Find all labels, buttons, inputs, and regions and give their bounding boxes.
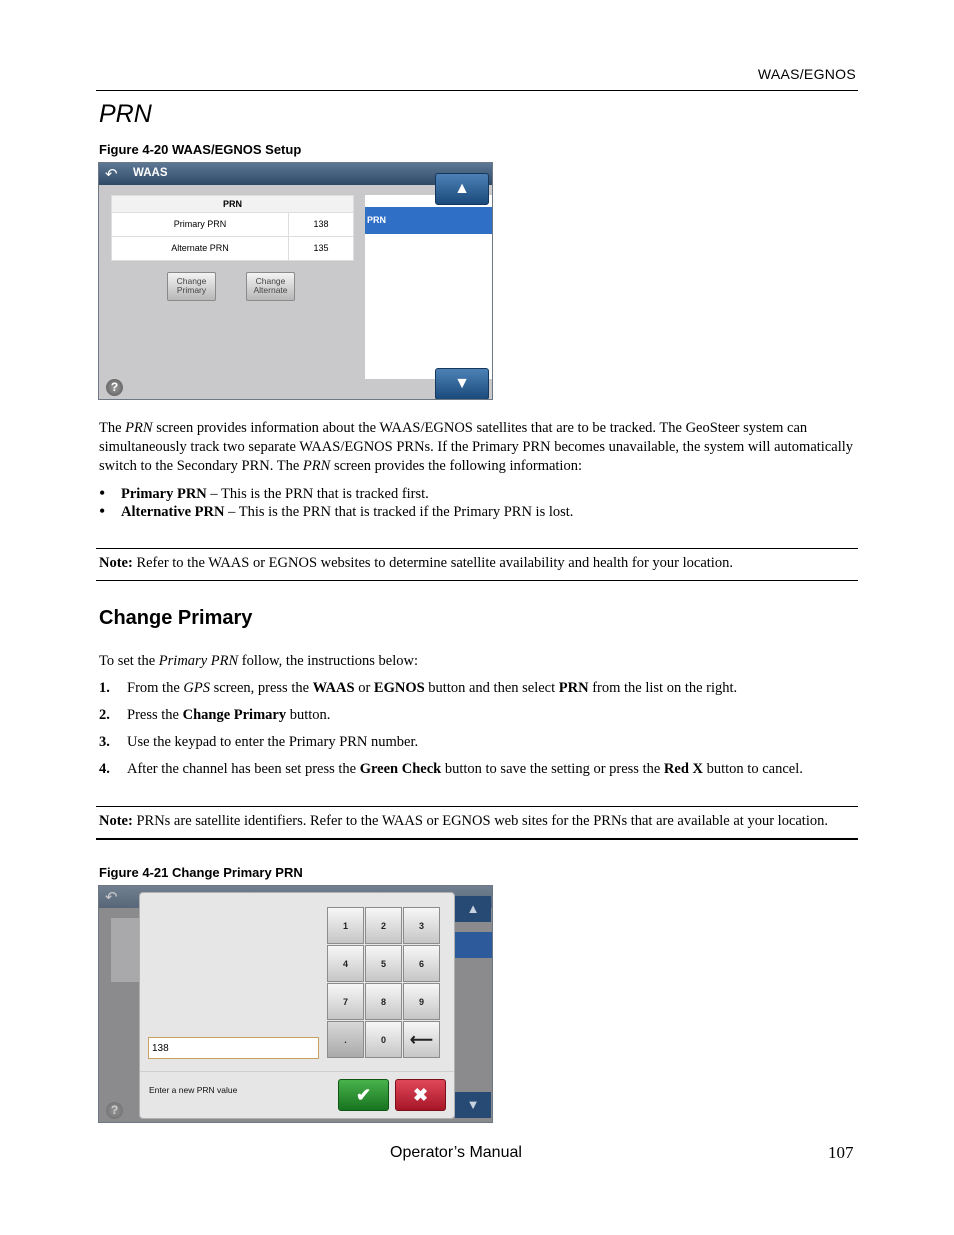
section-heading: Change Primary <box>99 607 253 629</box>
step-number: 1. <box>99 680 110 696</box>
list-item-prn[interactable]: PRN <box>365 207 492 234</box>
background-list-selection <box>455 932 492 958</box>
emphasis: PRN <box>125 420 153 436</box>
text-run: button and then select <box>424 680 559 696</box>
option-list <box>365 195 492 379</box>
step-number: 3. <box>99 734 110 750</box>
key-7[interactable]: 7 <box>327 983 364 1020</box>
waas-setup-screenshot <box>98 162 493 400</box>
emphasis: PRN <box>302 458 331 474</box>
checkmark-icon: ✔ <box>355 1085 372 1105</box>
table-row <box>112 212 353 236</box>
bold-term: Red X <box>663 761 703 777</box>
change-alternate-button[interactable] <box>246 272 295 301</box>
change-primary-button[interactable] <box>167 272 216 301</box>
bold-term: WAAS <box>312 680 355 696</box>
row-value: 135 <box>313 243 329 253</box>
key-1[interactable]: 1 <box>327 907 364 944</box>
bullet-text: – This is the PRN that is tracked if the Primary PRN is lost. <box>224 504 574 520</box>
text-run: follow, the instructions below: <box>238 653 419 669</box>
button-label-line2: Alternate <box>253 285 288 295</box>
help-icon: ? <box>106 1102 123 1119</box>
table-row <box>112 236 353 260</box>
row-value: 138 <box>313 219 329 229</box>
text-run: button. <box>286 707 331 723</box>
key-2[interactable]: 2 <box>365 907 402 944</box>
emphasis: Primary PRN <box>158 653 239 669</box>
emphasis: GPS <box>183 680 210 696</box>
numeric-keypad <box>327 907 442 1060</box>
step-number: 4. <box>99 761 110 777</box>
row-label: Alternate PRN <box>112 237 289 260</box>
running-header: WAAS/EGNOS <box>757 66 856 82</box>
intro-paragraph <box>99 419 859 476</box>
key-4[interactable]: 4 <box>327 945 364 982</box>
section-intro <box>99 652 859 671</box>
bold-term: PRN <box>558 680 589 696</box>
bold-term: Green Check <box>359 761 442 777</box>
note-box <box>96 548 858 581</box>
text-run: screen, press the <box>209 680 313 696</box>
bullet-term: Alternative PRN <box>121 504 225 520</box>
scroll-down-button[interactable] <box>435 368 489 400</box>
text-run: To set the <box>99 653 159 669</box>
bullet-icon: • <box>99 501 106 521</box>
text-run: Use the keypad to enter the Primary PRN number. <box>127 734 419 750</box>
arrow-up-icon: ▲ <box>454 180 470 197</box>
bullet-text: – This is the PRN that is tracked first. <box>206 486 429 502</box>
key-8[interactable]: 8 <box>365 983 402 1020</box>
key-0[interactable]: 0 <box>365 1021 402 1058</box>
text-run: screen provides the following information: <box>330 458 582 474</box>
text-run: screen provides information about the WAAS/EGNOS satellites that are to be tracked. The GeoSteer system can simultaneously track two separate WAAS/EGNOS PRNs. If the Primary PRN becomes unavailable, the system will automatically switch to the Secondary PRN. The <box>99 420 853 474</box>
button-label-line2: Primary <box>176 285 207 295</box>
change-primary-screenshot <box>98 885 493 1123</box>
text-run: button to cancel. <box>703 761 803 777</box>
cancel-button[interactable] <box>395 1079 446 1111</box>
key-6[interactable]: 6 <box>403 945 440 982</box>
note-label: Note: <box>99 555 133 571</box>
keypad-dialog <box>139 892 455 1119</box>
key-decimal[interactable]: . <box>327 1021 364 1058</box>
button-label-line1: Change <box>255 276 286 286</box>
key-3[interactable]: 3 <box>403 907 440 944</box>
screen-titlebar <box>99 163 492 185</box>
note-box <box>96 806 858 840</box>
arrow-up-icon: ▲ <box>455 896 491 922</box>
arrow-down-icon: ▼ <box>454 375 470 392</box>
footer-manual-title: Operator’s Manual <box>390 1144 522 1161</box>
page-number: 107 <box>828 1143 854 1162</box>
scroll-up-button[interactable] <box>435 173 489 205</box>
text-run: button to save the setting or press the <box>441 761 664 777</box>
bullet-term: Primary PRN <box>121 486 207 502</box>
header-rule <box>96 90 858 91</box>
text-run: Press the <box>127 707 183 723</box>
confirm-button[interactable] <box>338 1079 389 1111</box>
prn-table <box>111 195 354 261</box>
background-table <box>111 918 139 982</box>
text-run: The <box>99 420 126 436</box>
key-9[interactable]: 9 <box>403 983 440 1020</box>
page-title: PRN <box>99 100 152 128</box>
prn-value-input[interactable]: 138 <box>148 1037 319 1059</box>
prn-table-header: PRN <box>112 196 353 212</box>
text-run: or <box>354 680 374 696</box>
dialog-divider <box>140 1071 454 1072</box>
screen-title: WAAS <box>133 167 168 179</box>
bullet-icon: • <box>99 483 106 503</box>
bold-term: Change Primary <box>182 707 287 723</box>
note-label: Note: <box>99 813 133 829</box>
arrow-down-icon: ▼ <box>455 1092 491 1118</box>
back-icon: ↶ <box>105 889 118 906</box>
figure2-caption: Figure 4-21 Change Primary PRN <box>99 865 303 880</box>
backspace-icon[interactable]: ⟵ <box>403 1021 440 1058</box>
key-5[interactable]: 5 <box>365 945 402 982</box>
bold-term: EGNOS <box>373 680 425 696</box>
help-icon[interactable]: ? <box>106 379 123 396</box>
step-number: 2. <box>99 707 110 723</box>
text-run: from the list on the right. <box>588 680 738 696</box>
text-run: After the channel has been set press the <box>127 761 360 777</box>
text-run: From the <box>127 680 184 696</box>
button-label-line1: Change <box>176 276 207 286</box>
figure1-caption: Figure 4-20 WAAS/EGNOS Setup <box>99 142 302 157</box>
input-prompt: Enter a new PRN value <box>149 1085 238 1095</box>
row-label: Primary PRN <box>112 213 289 236</box>
back-icon[interactable]: ↶ <box>105 166 118 183</box>
note-text: Refer to the WAAS or EGNOS websites to determine satellite availability and health for your location. <box>132 555 733 571</box>
note-text: PRNs are satellite identifiers. Refer to the WAAS or EGNOS web sites for the PRNs that are available at your location. <box>132 813 828 829</box>
close-icon: ✖ <box>412 1085 429 1105</box>
